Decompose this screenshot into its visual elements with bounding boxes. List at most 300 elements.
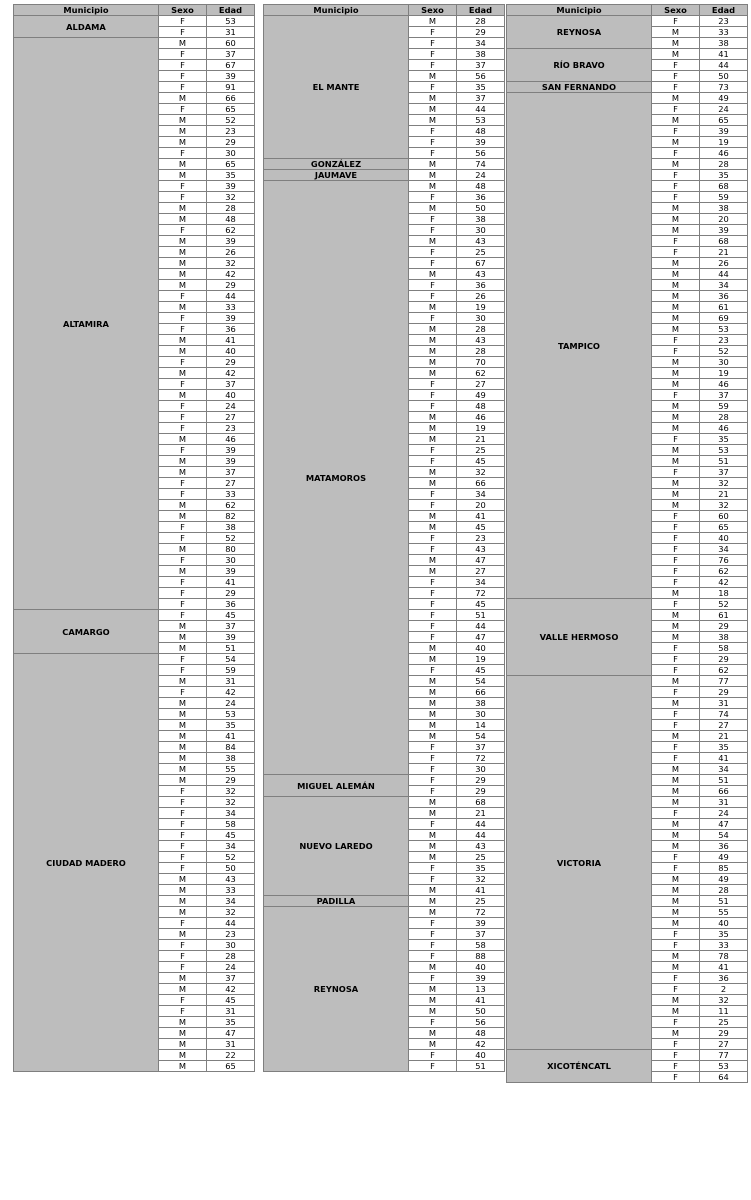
sexo-cell: M xyxy=(159,621,207,632)
sexo-cell: M xyxy=(409,709,457,720)
sexo-cell: M xyxy=(409,269,457,280)
edad-cell: 51 xyxy=(700,896,748,907)
sexo-cell: F xyxy=(409,588,457,599)
edad-cell: 53 xyxy=(700,445,748,456)
edad-cell: 69 xyxy=(700,313,748,324)
edad-cell: 34 xyxy=(457,489,505,500)
edad-cell: 45 xyxy=(207,995,255,1006)
sexo-cell: F xyxy=(409,665,457,676)
sexo-cell: M xyxy=(652,1028,700,1039)
edad-cell: 39 xyxy=(457,918,505,929)
sexo-cell: M xyxy=(159,1061,207,1072)
municipio-cell: PADILLA xyxy=(264,896,409,907)
municipio-cell: VICTORIA xyxy=(507,676,652,1050)
table-row xyxy=(507,93,748,104)
edad-cell: 88 xyxy=(457,951,505,962)
sexo-cell: M xyxy=(652,423,700,434)
sexo-cell: M xyxy=(159,1028,207,1039)
sexo-cell: F xyxy=(409,610,457,621)
edad-cell: 48 xyxy=(457,181,505,192)
edad-cell: 33 xyxy=(207,489,255,500)
municipio-cell: JAUMAVE xyxy=(264,170,409,181)
header-municipio: Municipio xyxy=(507,5,652,16)
edad-cell: 58 xyxy=(700,643,748,654)
municipio-cell: RÍO BRAVO xyxy=(507,49,652,82)
sexo-cell: F xyxy=(159,313,207,324)
sexo-cell: F xyxy=(652,82,700,93)
edad-cell: 47 xyxy=(457,632,505,643)
sexo-cell: F xyxy=(409,390,457,401)
edad-cell: 70 xyxy=(457,357,505,368)
edad-cell: 26 xyxy=(457,291,505,302)
sexo-cell: M xyxy=(159,258,207,269)
sexo-cell: M xyxy=(652,918,700,929)
edad-cell: 40 xyxy=(207,346,255,357)
edad-cell: 23 xyxy=(207,126,255,137)
edad-cell: 19 xyxy=(700,368,748,379)
edad-cell: 66 xyxy=(700,786,748,797)
municipio-cell: GONZÁLEZ xyxy=(264,159,409,170)
edad-cell: 29 xyxy=(207,280,255,291)
edad-cell: 11 xyxy=(700,1006,748,1017)
edad-cell: 39 xyxy=(207,236,255,247)
sexo-cell: M xyxy=(409,643,457,654)
sexo-cell: F xyxy=(652,434,700,445)
edad-cell: 35 xyxy=(700,170,748,181)
edad-cell: 49 xyxy=(457,390,505,401)
edad-cell: 38 xyxy=(700,632,748,643)
sexo-cell: M xyxy=(409,478,457,489)
sexo-cell: F xyxy=(159,863,207,874)
edad-cell: 20 xyxy=(700,214,748,225)
municipio-cell: XICOTÉNCATL xyxy=(507,1050,652,1083)
sexo-cell: F xyxy=(159,423,207,434)
edad-cell: 28 xyxy=(457,324,505,335)
edad-cell: 37 xyxy=(207,379,255,390)
edad-cell: 76 xyxy=(700,555,748,566)
edad-cell: 30 xyxy=(457,709,505,720)
municipio-cell: ALDAMA xyxy=(14,16,159,38)
sexo-cell: M xyxy=(652,137,700,148)
sexo-cell: F xyxy=(652,665,700,676)
table-body xyxy=(14,16,255,1072)
edad-cell: 22 xyxy=(207,1050,255,1061)
edad-cell: 41 xyxy=(457,995,505,1006)
sexo-cell: M xyxy=(159,390,207,401)
edad-cell: 60 xyxy=(207,38,255,49)
sexo-cell: F xyxy=(159,478,207,489)
edad-cell: 32 xyxy=(700,478,748,489)
sexo-cell: M xyxy=(409,203,457,214)
edad-cell: 37 xyxy=(457,742,505,753)
edad-cell: 31 xyxy=(700,698,748,709)
sexo-cell: F xyxy=(159,522,207,533)
edad-cell: 20 xyxy=(457,500,505,511)
edad-cell: 41 xyxy=(207,731,255,742)
sexo-cell: M xyxy=(409,522,457,533)
sexo-cell: F xyxy=(652,555,700,566)
sexo-cell: M xyxy=(159,984,207,995)
edad-cell: 51 xyxy=(700,456,748,467)
sexo-cell: F xyxy=(652,71,700,82)
sexo-cell: F xyxy=(159,82,207,93)
sexo-cell: M xyxy=(159,720,207,731)
sexo-cell: M xyxy=(652,456,700,467)
edad-cell: 29 xyxy=(700,1028,748,1039)
edad-cell: 30 xyxy=(207,940,255,951)
sexo-cell: F xyxy=(652,346,700,357)
edad-cell: 74 xyxy=(457,159,505,170)
sexo-cell: F xyxy=(409,577,457,588)
edad-cell: 34 xyxy=(207,808,255,819)
sexo-cell: M xyxy=(409,346,457,357)
edad-cell: 54 xyxy=(457,676,505,687)
edad-cell: 48 xyxy=(457,401,505,412)
sexo-cell: F xyxy=(159,841,207,852)
sexo-cell: M xyxy=(652,951,700,962)
sexo-cell: F xyxy=(409,775,457,786)
edad-cell: 44 xyxy=(457,830,505,841)
sexo-cell: F xyxy=(652,687,700,698)
table-column-2 xyxy=(263,4,504,1072)
edad-cell: 49 xyxy=(700,93,748,104)
edad-cell: 29 xyxy=(700,687,748,698)
sexo-cell: F xyxy=(409,632,457,643)
edad-cell: 51 xyxy=(457,1061,505,1072)
edad-cell: 66 xyxy=(457,478,505,489)
sexo-cell: F xyxy=(409,379,457,390)
sexo-cell: F xyxy=(409,225,457,236)
sexo-cell: M xyxy=(652,907,700,918)
sexo-cell: M xyxy=(409,841,457,852)
sexo-cell: M xyxy=(159,643,207,654)
edad-cell: 38 xyxy=(207,522,255,533)
edad-cell: 30 xyxy=(457,313,505,324)
sexo-cell: M xyxy=(159,170,207,181)
edad-cell: 34 xyxy=(700,280,748,291)
edad-cell: 43 xyxy=(457,841,505,852)
edad-cell: 34 xyxy=(207,841,255,852)
sexo-cell: M xyxy=(409,368,457,379)
sexo-cell: F xyxy=(652,247,700,258)
edad-cell: 47 xyxy=(457,555,505,566)
header-row xyxy=(14,5,255,16)
edad-cell: 14 xyxy=(457,720,505,731)
edad-cell: 46 xyxy=(207,434,255,445)
edad-cell: 35 xyxy=(700,434,748,445)
edad-cell: 51 xyxy=(700,775,748,786)
sexo-cell: F xyxy=(652,1039,700,1050)
sexo-cell: F xyxy=(409,38,457,49)
edad-cell: 67 xyxy=(457,258,505,269)
sexo-cell: M xyxy=(409,412,457,423)
table-row xyxy=(507,676,748,687)
edad-cell: 46 xyxy=(700,148,748,159)
sexo-cell: F xyxy=(409,918,457,929)
edad-cell: 29 xyxy=(700,654,748,665)
sexo-cell: F xyxy=(159,533,207,544)
edad-cell: 64 xyxy=(700,1072,748,1083)
edad-cell: 54 xyxy=(457,731,505,742)
edad-cell: 13 xyxy=(457,984,505,995)
edad-cell: 35 xyxy=(700,742,748,753)
sexo-cell: M xyxy=(652,302,700,313)
sexo-cell: F xyxy=(159,489,207,500)
edad-cell: 54 xyxy=(207,654,255,665)
sexo-cell: M xyxy=(409,335,457,346)
edad-cell: 40 xyxy=(207,390,255,401)
edad-cell: 37 xyxy=(207,467,255,478)
sexo-cell: F xyxy=(409,940,457,951)
edad-cell: 32 xyxy=(207,258,255,269)
edad-cell: 40 xyxy=(457,643,505,654)
sexo-cell: M xyxy=(409,1028,457,1039)
sexo-cell: F xyxy=(652,808,700,819)
edad-cell: 28 xyxy=(700,885,748,896)
sexo-cell: F xyxy=(159,357,207,368)
sexo-cell: M xyxy=(159,467,207,478)
sexo-cell: F xyxy=(652,1072,700,1083)
edad-cell: 68 xyxy=(700,181,748,192)
sexo-cell: F xyxy=(409,401,457,412)
sexo-cell: M xyxy=(652,588,700,599)
sexo-cell: M xyxy=(652,478,700,489)
edad-cell: 45 xyxy=(457,665,505,676)
sexo-cell: F xyxy=(409,313,457,324)
edad-cell: 55 xyxy=(700,907,748,918)
edad-cell: 51 xyxy=(207,643,255,654)
edad-cell: 24 xyxy=(207,962,255,973)
sexo-cell: M xyxy=(652,621,700,632)
edad-cell: 21 xyxy=(457,434,505,445)
edad-cell: 59 xyxy=(207,665,255,676)
sexo-cell: F xyxy=(409,500,457,511)
sexo-cell: M xyxy=(159,742,207,753)
sexo-cell: M xyxy=(159,973,207,984)
municipio-cell: REYNOSA xyxy=(507,16,652,49)
sexo-cell: F xyxy=(409,819,457,830)
sexo-cell: M xyxy=(409,687,457,698)
sexo-cell: M xyxy=(159,247,207,258)
municipio-cell: CIUDAD MADERO xyxy=(14,654,159,1072)
sexo-cell: M xyxy=(159,236,207,247)
sexo-cell: M xyxy=(652,962,700,973)
sexo-cell: M xyxy=(652,500,700,511)
table-row xyxy=(507,82,748,93)
data-table xyxy=(263,4,505,1072)
edad-cell: 30 xyxy=(207,555,255,566)
edad-cell: 45 xyxy=(457,456,505,467)
sexo-cell: M xyxy=(409,434,457,445)
header-edad: Edad xyxy=(207,5,255,16)
edad-cell: 36 xyxy=(207,599,255,610)
sexo-cell: F xyxy=(409,192,457,203)
edad-cell: 2 xyxy=(700,984,748,995)
edad-cell: 62 xyxy=(207,500,255,511)
edad-cell: 32 xyxy=(457,467,505,478)
edad-cell: 30 xyxy=(457,764,505,775)
sexo-cell: F xyxy=(409,280,457,291)
sexo-cell: F xyxy=(409,27,457,38)
sexo-cell: F xyxy=(409,874,457,885)
sexo-cell: F xyxy=(159,830,207,841)
edad-cell: 31 xyxy=(207,27,255,38)
edad-cell: 58 xyxy=(207,819,255,830)
sexo-cell: M xyxy=(652,368,700,379)
sexo-cell: M xyxy=(652,203,700,214)
edad-cell: 58 xyxy=(457,940,505,951)
edad-cell: 44 xyxy=(207,918,255,929)
edad-cell: 62 xyxy=(207,225,255,236)
edad-cell: 38 xyxy=(457,698,505,709)
edad-cell: 35 xyxy=(457,863,505,874)
sexo-cell: F xyxy=(652,753,700,764)
sexo-cell: F xyxy=(652,533,700,544)
sexo-cell: M xyxy=(409,566,457,577)
edad-cell: 33 xyxy=(207,885,255,896)
sexo-cell: M xyxy=(409,71,457,82)
edad-cell: 80 xyxy=(207,544,255,555)
sexo-cell: F xyxy=(159,192,207,203)
edad-cell: 30 xyxy=(457,225,505,236)
edad-cell: 39 xyxy=(207,632,255,643)
edad-cell: 28 xyxy=(457,16,505,27)
edad-cell: 45 xyxy=(207,610,255,621)
sexo-cell: M xyxy=(159,115,207,126)
sexo-cell: F xyxy=(159,808,207,819)
table-row xyxy=(14,16,255,27)
sexo-cell: M xyxy=(652,786,700,797)
edad-cell: 50 xyxy=(207,863,255,874)
edad-cell: 34 xyxy=(457,38,505,49)
edad-cell: 43 xyxy=(457,236,505,247)
edad-cell: 40 xyxy=(457,962,505,973)
edad-cell: 65 xyxy=(207,159,255,170)
edad-cell: 28 xyxy=(700,412,748,423)
sexo-cell: M xyxy=(409,797,457,808)
edad-cell: 24 xyxy=(700,104,748,115)
sexo-cell: F xyxy=(409,973,457,984)
sexo-cell: M xyxy=(652,159,700,170)
municipio-cell: ALTAMIRA xyxy=(14,38,159,610)
sexo-cell: M xyxy=(652,379,700,390)
edad-cell: 53 xyxy=(700,324,748,335)
municipio-cell: EL MANTE xyxy=(264,16,409,159)
sexo-cell: M xyxy=(159,93,207,104)
edad-cell: 37 xyxy=(207,49,255,60)
edad-cell: 39 xyxy=(207,566,255,577)
edad-cell: 84 xyxy=(207,742,255,753)
edad-cell: 53 xyxy=(700,1061,748,1072)
edad-cell: 24 xyxy=(457,170,505,181)
edad-cell: 36 xyxy=(700,291,748,302)
sexo-cell: M xyxy=(652,324,700,335)
sexo-cell: M xyxy=(159,753,207,764)
sexo-cell: F xyxy=(409,753,457,764)
sexo-cell: M xyxy=(159,346,207,357)
sexo-cell: M xyxy=(652,841,700,852)
sexo-cell: M xyxy=(159,1017,207,1028)
sexo-cell: F xyxy=(652,170,700,181)
sexo-cell: M xyxy=(652,1006,700,1017)
edad-cell: 32 xyxy=(207,786,255,797)
sexo-cell: M xyxy=(159,907,207,918)
edad-cell: 23 xyxy=(207,423,255,434)
edad-cell: 21 xyxy=(700,247,748,258)
edad-cell: 44 xyxy=(700,269,748,280)
edad-cell: 42 xyxy=(207,269,255,280)
sexo-cell: M xyxy=(159,269,207,280)
edad-cell: 21 xyxy=(457,808,505,819)
sexo-cell: F xyxy=(159,27,207,38)
sexo-cell: M xyxy=(159,1039,207,1050)
sexo-cell: M xyxy=(159,456,207,467)
table-row xyxy=(14,654,255,665)
sexo-cell: F xyxy=(652,984,700,995)
sexo-cell: F xyxy=(652,390,700,401)
table-body xyxy=(264,16,505,1072)
sexo-cell: F xyxy=(652,104,700,115)
edad-cell: 42 xyxy=(700,577,748,588)
sexo-cell: M xyxy=(159,885,207,896)
edad-cell: 42 xyxy=(207,368,255,379)
municipio-cell: NUEVO LAREDO xyxy=(264,797,409,896)
sexo-cell: F xyxy=(409,247,457,258)
sexo-cell: M xyxy=(159,566,207,577)
edad-cell: 46 xyxy=(700,379,748,390)
sexo-cell: M xyxy=(159,874,207,885)
sexo-cell: F xyxy=(159,49,207,60)
edad-cell: 23 xyxy=(457,533,505,544)
sexo-cell: F xyxy=(652,236,700,247)
sexo-cell: M xyxy=(409,115,457,126)
edad-cell: 54 xyxy=(700,830,748,841)
edad-cell: 68 xyxy=(457,797,505,808)
sexo-cell: F xyxy=(159,918,207,929)
sexo-cell: M xyxy=(159,214,207,225)
sexo-cell: M xyxy=(159,775,207,786)
edad-cell: 29 xyxy=(207,775,255,786)
edad-cell: 50 xyxy=(700,71,748,82)
sexo-cell: M xyxy=(652,698,700,709)
sexo-cell: M xyxy=(409,324,457,335)
table-row xyxy=(264,907,505,918)
sexo-cell: M xyxy=(652,764,700,775)
edad-cell: 23 xyxy=(207,929,255,940)
sexo-cell: M xyxy=(159,38,207,49)
table-column-1 xyxy=(13,4,254,1072)
edad-cell: 82 xyxy=(207,511,255,522)
sexo-cell: M xyxy=(652,995,700,1006)
sexo-cell: M xyxy=(409,1039,457,1050)
sexo-cell: F xyxy=(652,973,700,984)
edad-cell: 53 xyxy=(207,709,255,720)
edad-cell: 48 xyxy=(457,126,505,137)
sexo-cell: M xyxy=(409,654,457,665)
edad-cell: 46 xyxy=(457,412,505,423)
sexo-cell: F xyxy=(652,1061,700,1072)
sexo-cell: F xyxy=(652,742,700,753)
edad-cell: 48 xyxy=(457,1028,505,1039)
sexo-cell: F xyxy=(159,71,207,82)
sexo-cell: F xyxy=(652,511,700,522)
edad-cell: 32 xyxy=(700,995,748,1006)
table-row xyxy=(264,170,505,181)
edad-cell: 68 xyxy=(700,236,748,247)
edad-cell: 28 xyxy=(700,159,748,170)
edad-cell: 34 xyxy=(700,764,748,775)
sexo-cell: M xyxy=(409,302,457,313)
